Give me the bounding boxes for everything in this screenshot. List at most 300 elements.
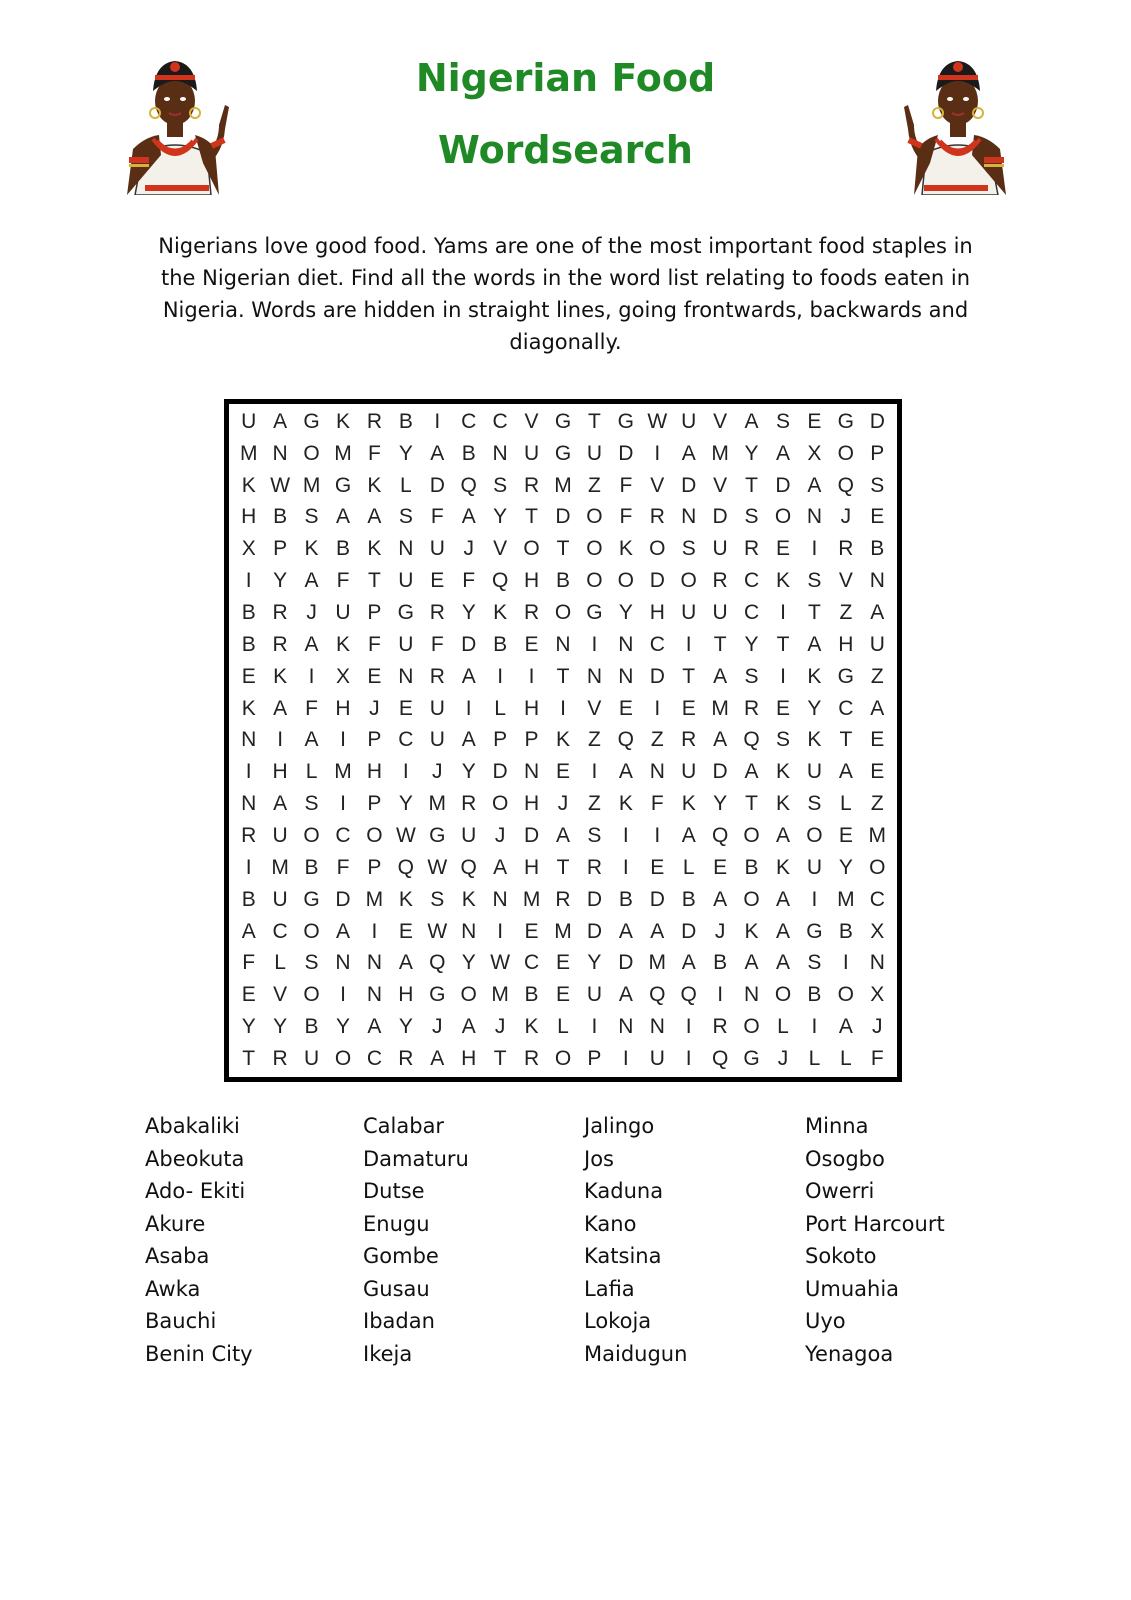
grid-letter[interactable]: W [490,951,511,975]
grid-letter[interactable]: I [654,824,661,848]
grid-letter[interactable]: I [245,760,252,784]
grid-letter[interactable]: Z [588,728,601,752]
grid-letter[interactable]: G [303,409,320,433]
grid-letter[interactable]: B [838,919,853,943]
grid-letter[interactable]: Y [618,601,633,625]
grid-letter[interactable]: Q [491,569,509,593]
grid-letter[interactable]: J [494,1015,506,1039]
grid-letter[interactable]: A [273,696,288,720]
grid-letter[interactable]: K [273,664,288,688]
grid-letter[interactable]: R [586,855,602,879]
grid-letter[interactable]: I [811,1015,818,1039]
grid-letter[interactable]: H [335,696,351,720]
grid-letter[interactable]: W [427,919,448,943]
grid-letter[interactable]: A [807,632,822,656]
grid-letter[interactable]: N [806,505,822,529]
grid-letter[interactable]: A [775,441,790,465]
grid-letter[interactable]: R [712,1015,728,1039]
grid-letter[interactable]: U [303,1047,320,1071]
grid-letter[interactable]: J [840,505,852,529]
grid-letter[interactable]: X [241,537,256,561]
grid-letter[interactable]: B [461,441,476,465]
grid-letter[interactable]: O [334,1047,352,1071]
grid-letter[interactable]: S [744,664,759,688]
grid-letter[interactable]: Y [807,696,822,720]
grid-letter[interactable]: D [586,887,602,911]
grid-letter[interactable]: A [461,728,476,752]
grid-letter[interactable]: J [306,601,317,625]
grid-letter[interactable]: N [335,951,351,975]
grid-letter[interactable]: U [272,824,288,848]
grid-letter[interactable]: K [493,601,508,625]
grid-letter[interactable]: E [555,951,570,975]
grid-letter[interactable]: R [366,409,382,433]
grid-letter[interactable]: E [524,632,539,656]
grid-letter[interactable]: K [744,919,759,943]
grid-letter[interactable]: O [586,537,603,561]
grid-letter[interactable]: E [650,855,665,879]
grid-letter[interactable]: J [777,1047,789,1071]
grid-letter[interactable]: L [682,855,695,879]
grid-letter[interactable]: M [334,441,352,465]
grid-letter[interactable]: T [713,632,727,656]
grid-letter[interactable]: K [775,760,790,784]
grid-letter[interactable]: A [461,1015,476,1039]
grid-letter[interactable]: O [303,919,320,943]
grid-letter[interactable]: L [777,1015,789,1039]
grid-letter[interactable]: H [241,505,257,529]
grid-letter[interactable]: A [838,1015,853,1039]
grid-letter[interactable]: U [429,537,445,561]
grid-letter[interactable]: F [430,632,444,656]
grid-letter[interactable]: N [586,664,602,688]
grid-letter[interactable]: J [463,537,474,561]
grid-letter[interactable]: A [241,919,256,943]
grid-letter[interactable]: H [523,792,540,816]
grid-letter[interactable]: A [430,441,445,465]
grid-letter[interactable]: X [335,664,350,688]
grid-letter[interactable]: A [367,505,382,529]
grid-letter[interactable]: O [491,792,509,816]
grid-letter[interactable]: G [837,664,855,688]
grid-letter[interactable]: P [367,601,382,625]
grid-letter[interactable]: O [837,441,855,465]
grid-letter[interactable]: U [398,569,414,593]
grid-letter[interactable]: I [622,824,629,848]
grid-letter[interactable]: L [305,760,318,784]
grid-letter[interactable]: F [650,792,664,816]
grid-letter[interactable]: B [744,855,759,879]
grid-letter[interactable]: O [743,824,760,848]
grid-letter[interactable]: A [681,441,696,465]
grid-letter[interactable]: G [617,409,635,433]
grid-letter[interactable]: L [808,1047,821,1071]
grid-letter[interactable]: A [713,664,728,688]
grid-letter[interactable]: E [681,696,696,720]
grid-letter[interactable]: R [429,664,445,688]
grid-letter[interactable]: A [775,824,790,848]
grid-letter[interactable]: S [430,887,445,911]
grid-letter[interactable]: F [462,569,476,593]
grid-letter[interactable]: I [245,569,252,593]
grid-letter[interactable]: R [272,1047,288,1071]
grid-letter[interactable]: P [524,728,539,752]
grid-letter[interactable]: E [430,569,445,593]
grid-letter[interactable]: C [743,601,760,625]
grid-letter[interactable]: A [681,951,696,975]
grid-letter[interactable]: D [618,441,634,465]
grid-letter[interactable]: S [681,537,696,561]
grid-letter[interactable]: A [555,824,570,848]
grid-letter[interactable]: I [780,601,786,625]
grid-letter[interactable]: S [304,792,319,816]
grid-letter[interactable]: U [712,601,728,625]
grid-letter[interactable]: Y [273,1015,288,1039]
grid-letter[interactable]: I [340,792,346,816]
grid-letter[interactable]: T [776,632,790,656]
grid-letter[interactable]: A [461,664,476,688]
grid-letter[interactable]: X [870,983,885,1007]
grid-letter[interactable]: A [775,887,790,911]
grid-letter[interactable]: Q [397,855,415,879]
grid-letter[interactable]: R [523,473,540,497]
grid-letter[interactable]: O [649,537,666,561]
grid-letter[interactable]: U [429,696,445,720]
grid-letter[interactable]: S [587,824,602,848]
grid-letter[interactable]: O [460,983,477,1007]
grid-letter[interactable]: B [555,569,570,593]
grid-letter[interactable]: D [869,409,885,433]
grid-letter[interactable]: D [523,824,540,848]
grid-letter[interactable]: R [838,537,854,561]
grid-letter[interactable]: N [681,505,697,529]
grid-letter[interactable]: A [744,760,759,784]
grid-letter[interactable]: O [774,983,792,1007]
grid-letter[interactable]: E [555,983,570,1007]
grid-letter[interactable]: Q [837,473,855,497]
grid-letter[interactable]: V [493,537,508,561]
grid-letter[interactable]: U [241,409,257,433]
grid-letter[interactable]: Y [241,1015,256,1039]
grid-letter[interactable]: S [807,792,822,816]
grid-letter[interactable]: B [241,601,256,625]
grid-letter[interactable]: A [870,601,885,625]
grid-letter[interactable]: S [775,409,790,433]
grid-letter[interactable]: A [713,728,728,752]
grid-letter[interactable]: H [461,1047,477,1071]
grid-letter[interactable]: T [682,664,696,688]
grid-letter[interactable]: A [618,919,633,943]
grid-letter[interactable]: I [654,696,661,720]
grid-letter[interactable]: O [617,569,635,593]
grid-letter[interactable]: M [711,441,729,465]
grid-letter[interactable]: A [398,951,413,975]
grid-letter[interactable]: U [461,824,477,848]
grid-letter[interactable]: F [368,632,381,656]
grid-letter[interactable]: O [523,537,540,561]
grid-letter[interactable]: A [650,919,665,943]
grid-letter[interactable]: D [775,473,791,497]
grid-letter[interactable]: N [492,441,508,465]
grid-letter[interactable]: R [712,569,728,593]
grid-letter[interactable]: A [775,919,790,943]
grid-letter[interactable]: N [618,632,634,656]
grid-letter[interactable]: I [811,887,818,911]
grid-letter[interactable]: T [556,855,570,879]
grid-letter[interactable]: I [277,728,284,752]
grid-letter[interactable]: Y [838,855,853,879]
grid-letter[interactable]: S [870,473,885,497]
grid-letter[interactable]: B [524,983,539,1007]
grid-letter[interactable]: O [743,887,760,911]
grid-letter[interactable]: V [650,473,665,497]
grid-letter[interactable]: G [554,409,572,433]
grid-letter[interactable]: L [840,1047,852,1071]
grid-letter[interactable]: J [369,696,380,720]
grid-letter[interactable]: G [743,1047,760,1071]
grid-letter[interactable]: P [367,728,382,752]
grid-letter[interactable]: N [366,951,382,975]
grid-letter[interactable]: U [649,1047,665,1071]
grid-letter[interactable]: U [806,855,822,879]
grid-letter[interactable]: L [274,951,286,975]
grid-letter[interactable]: R [272,601,288,625]
grid-letter[interactable]: Z [588,792,601,816]
grid-letter[interactable]: V [587,696,602,720]
grid-letter[interactable]: D [335,887,351,911]
grid-letter[interactable]: R [555,887,571,911]
grid-letter[interactable]: Z [870,792,884,816]
grid-letter[interactable]: K [304,537,319,561]
grid-letter[interactable]: U [523,441,540,465]
grid-letter[interactable]: P [587,1047,602,1071]
grid-letter[interactable]: M [334,760,352,784]
grid-letter[interactable]: G [429,983,446,1007]
grid-letter[interactable]: D [649,569,665,593]
grid-letter[interactable]: A [618,983,633,1007]
grid-letter[interactable]: B [493,632,508,656]
grid-letter[interactable]: B [241,632,256,656]
grid-letter[interactable]: O [869,855,886,879]
grid-letter[interactable]: M [239,441,258,465]
grid-letter[interactable]: N [649,760,665,784]
grid-letter[interactable]: Y [273,569,288,593]
grid-letter[interactable]: Z [870,664,884,688]
grid-letter[interactable]: I [717,983,724,1007]
grid-letter[interactable]: T [588,409,601,433]
grid-letter[interactable]: A [335,505,350,529]
grid-letter[interactable]: O [680,569,697,593]
grid-letter[interactable]: U [869,632,885,656]
grid-letter[interactable]: M [648,951,667,975]
grid-letter[interactable]: D [586,919,602,943]
grid-letter[interactable]: I [622,1047,629,1071]
grid-letter[interactable]: S [493,473,508,497]
grid-letter[interactable]: Q [617,728,635,752]
grid-letter[interactable]: D [429,473,445,497]
grid-letter[interactable]: A [681,824,696,848]
grid-letter[interactable]: K [555,728,570,752]
grid-letter[interactable]: R [743,537,760,561]
grid-letter[interactable]: S [304,505,319,529]
grid-letter[interactable]: G [586,601,603,625]
grid-letter[interactable]: E [713,855,728,879]
grid-letter[interactable]: A [838,760,853,784]
grid-letter[interactable]: R [461,792,477,816]
grid-letter[interactable]: A [367,1015,382,1039]
grid-letter[interactable]: U [681,409,697,433]
grid-letter[interactable]: X [807,441,822,465]
grid-letter[interactable]: M [554,473,572,497]
grid-letter[interactable]: Y [744,441,759,465]
grid-letter[interactable]: Y [461,951,476,975]
grid-letter[interactable]: E [367,664,382,688]
grid-letter[interactable]: G [334,473,352,497]
grid-letter[interactable]: E [838,824,853,848]
grid-letter[interactable]: D [492,760,508,784]
grid-letter[interactable]: C [869,887,885,911]
grid-letter[interactable]: Y [713,792,728,816]
grid-letter[interactable]: E [775,537,790,561]
grid-letter[interactable]: S [775,728,790,752]
grid-letter[interactable]: U [712,537,728,561]
grid-letter[interactable]: Q [429,951,446,975]
grid-letter[interactable]: K [807,728,822,752]
grid-letter[interactable]: M [711,696,729,720]
grid-letter[interactable]: S [744,505,759,529]
grid-letter[interactable]: B [273,505,288,529]
grid-letter[interactable]: U [586,983,602,1007]
grid-letter[interactable]: V [713,473,728,497]
grid-letter[interactable]: I [340,983,346,1007]
grid-letter[interactable]: E [524,919,539,943]
grid-letter[interactable]: A [807,473,822,497]
grid-letter[interactable]: F [430,505,444,529]
grid-letter[interactable]: P [367,855,382,879]
grid-letter[interactable]: F [619,505,633,529]
grid-letter[interactable]: C [366,1047,382,1071]
grid-letter[interactable]: B [870,537,885,561]
grid-letter[interactable]: B [618,887,633,911]
grid-letter[interactable]: U [335,601,351,625]
grid-letter[interactable]: N [743,983,760,1007]
grid-letter[interactable]: N [492,887,508,911]
grid-letter[interactable]: K [335,632,350,656]
grid-letter[interactable]: S [807,569,822,593]
grid-letter[interactable]: A [713,887,728,911]
grid-letter[interactable]: F [368,441,381,465]
grid-letter[interactable]: I [685,632,692,656]
grid-letter[interactable]: O [586,569,603,593]
grid-letter[interactable]: P [493,728,508,752]
grid-letter[interactable]: Y [398,1015,413,1039]
grid-letter[interactable]: T [368,569,381,593]
grid-letter[interactable]: L [400,473,412,497]
grid-letter[interactable]: H [838,632,854,656]
grid-letter[interactable]: J [714,919,726,943]
grid-letter[interactable]: A [775,951,790,975]
grid-letter[interactable]: U [429,728,445,752]
grid-letter[interactable]: I [465,696,472,720]
grid-letter[interactable]: N [398,537,414,561]
grid-letter[interactable]: R [429,601,445,625]
grid-letter[interactable]: D [712,505,728,529]
grid-letter[interactable]: T [493,1047,507,1071]
grid-letter[interactable]: S [807,951,822,975]
grid-letter[interactable]: N [366,983,382,1007]
grid-letter[interactable]: Y [398,792,413,816]
grid-letter[interactable]: L [557,1015,569,1039]
grid-letter[interactable]: K [367,473,382,497]
grid-letter[interactable]: R [649,505,665,529]
grid-letter[interactable]: U [398,632,414,656]
grid-letter[interactable]: F [305,696,318,720]
grid-letter[interactable]: M [868,824,887,848]
grid-letter[interactable]: S [398,505,413,529]
grid-letter[interactable]: I [245,855,252,879]
grid-letter[interactable]: Q [649,983,666,1007]
grid-letter[interactable]: L [494,696,506,720]
grid-letter[interactable]: O [554,1047,572,1071]
grid-letter[interactable]: O [303,441,320,465]
grid-letter[interactable]: A [744,409,759,433]
grid-letter[interactable]: I [371,919,378,943]
grid-letter[interactable]: C [649,632,665,656]
grid-letter[interactable]: T [808,601,821,625]
grid-letter[interactable]: O [366,824,383,848]
grid-letter[interactable]: K [807,664,822,688]
grid-letter[interactable]: Y [587,951,602,975]
grid-letter[interactable]: V [838,569,853,593]
grid-letter[interactable]: I [434,409,441,433]
grid-letter[interactable]: B [713,951,728,975]
grid-letter[interactable]: G [837,409,855,433]
grid-letter[interactable]: N [461,919,477,943]
grid-letter[interactable]: U [681,760,697,784]
grid-letter[interactable]: D [555,505,571,529]
grid-letter[interactable]: C [461,409,477,433]
grid-letter[interactable]: Y [493,505,508,529]
grid-letter[interactable]: A [335,919,350,943]
grid-letter[interactable]: K [241,696,256,720]
grid-letter[interactable]: I [340,728,346,752]
grid-letter[interactable]: N [618,664,634,688]
grid-letter[interactable]: C [398,728,414,752]
grid-letter[interactable]: H [523,696,540,720]
grid-letter[interactable]: W [647,409,668,433]
grid-letter[interactable]: E [241,664,256,688]
grid-letter[interactable]: I [528,664,535,688]
grid-letter[interactable]: A [304,632,319,656]
grid-letter[interactable]: N [241,728,257,752]
grid-letter[interactable]: R [681,728,697,752]
grid-letter[interactable]: S [304,951,319,975]
grid-letter[interactable]: P [367,792,382,816]
grid-letter[interactable]: X [870,919,885,943]
grid-letter[interactable]: Y [335,1015,350,1039]
grid-letter[interactable]: C [523,951,540,975]
grid-letter[interactable]: I [685,1047,692,1071]
grid-letter[interactable]: F [336,855,350,879]
grid-letter[interactable]: E [870,728,885,752]
grid-letter[interactable]: Y [461,760,476,784]
grid-letter[interactable]: G [806,919,823,943]
grid-letter[interactable]: H [523,569,540,593]
grid-letter[interactable]: M [837,887,855,911]
grid-letter[interactable]: Z [650,728,664,752]
grid-letter[interactable]: B [304,855,319,879]
grid-letter[interactable]: M [522,887,541,911]
